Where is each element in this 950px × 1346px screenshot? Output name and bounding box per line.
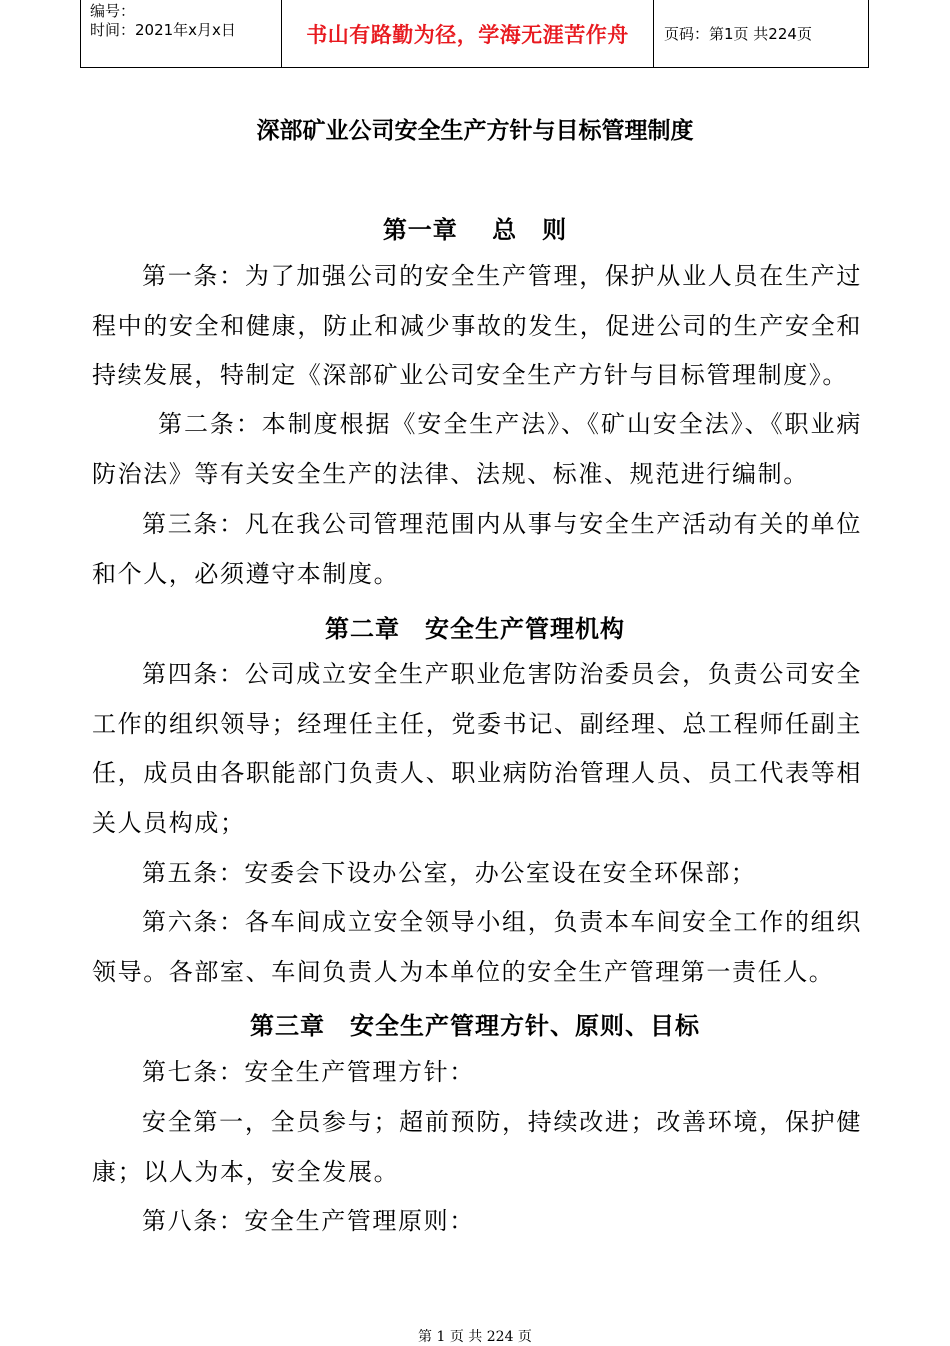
document-title: 深部矿业公司安全生产方针与目标管理制度 xyxy=(256,117,694,144)
chapter-heading-3: 第三章 安全生产管理方针、原则、目标 xyxy=(250,1011,700,1040)
article-5: 第五条：安委会下设办公室，办公室设在安全环保部； xyxy=(142,859,757,887)
header-motto: 书山有路勤为径，学海无涯苦作舟 xyxy=(282,0,654,67)
header-page-info: 页码：第1页 共224页 xyxy=(664,25,812,43)
page-header xyxy=(80,0,869,68)
policy-text: 安全第一，全员参与；超前预防，持续改进；改善环境，保护健康；以人为本，安全发展。 xyxy=(92,1108,862,1186)
article-1: 第一条：为了加强公司的安全生产管理，保护从业人员在生产过程中的安全和健康，防止和减少事故的发生，促进公司的生产安全和持续发展，特制定《深部矿业公司安全生产方针与目标管理制度》。 xyxy=(92,262,862,389)
article-4: 第四条：公司成立安全生产职业危害防治委员会，负责公司安全工作的组织领导；经理任主任，党委书记、副经理、总工程师任副主任，成员由各职能部门负责人、职业病防治管理人员、员工代表等相关人员构成； xyxy=(92,660,862,837)
article-6: 第六条：各车间成立安全领导小组，负责本车间安全工作的组织领导。各部室、车间负责人为本单位的安全生产管理第一责任人。 xyxy=(92,908,862,986)
page-footer: 第 1 页 共 224 页 xyxy=(418,1329,532,1345)
number-label: 编号： xyxy=(90,2,136,20)
date-label: 时间：2021年x月x日 xyxy=(90,21,236,39)
article-8: 第八条：安全生产管理原则： xyxy=(142,1207,475,1235)
article-7: 第七条：安全生产管理方针： xyxy=(142,1058,475,1086)
article-3: 第三条：凡在我公司管理范围内从事与安全生产活动有关的单位和个人，必须遵守本制度。 xyxy=(92,510,862,588)
chapter-heading-2: 第二章 安全生产管理机构 xyxy=(325,614,625,643)
header-meta xyxy=(81,0,282,67)
chapter-heading-1: 第一章 总 则 xyxy=(382,215,568,244)
article-2: 第二条：本制度根据《安全生产法》、《矿山安全法》、《职业病防治法》等有关安全生产的法律、法规、标准、规范进行编制。 xyxy=(92,410,862,488)
